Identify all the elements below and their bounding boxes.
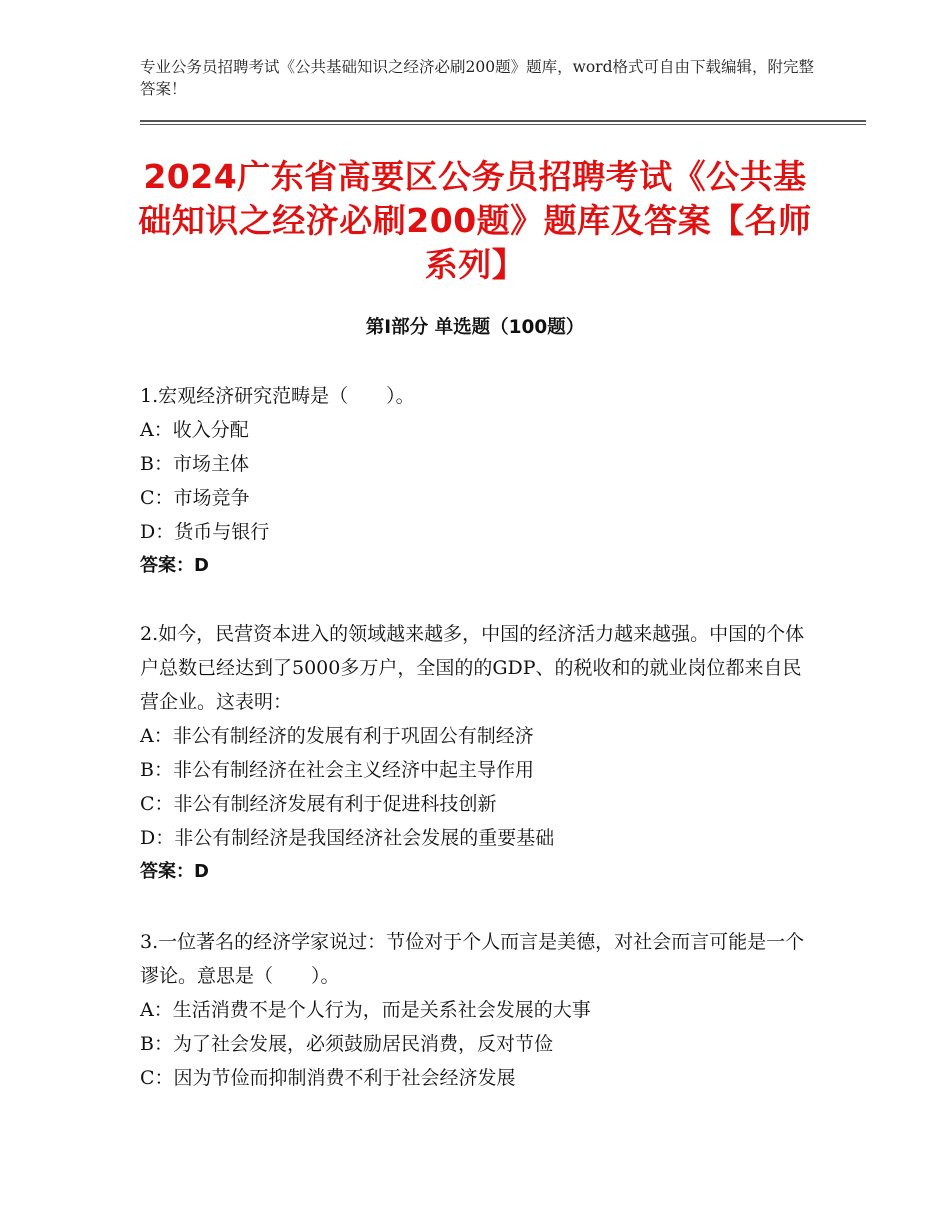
question-stem: 2.如今，民营资本进入的领域越来越多，中国的经济活力越来越强。中国的个体户总数已经达到了5000多万户，全国的的GDP、的税收和的就业岗位都来自民营企业。这表明： xyxy=(140,623,805,713)
option-b: B：市场主体 xyxy=(140,453,249,475)
option-c: C：因为节俭而抑制消费不利于社会经济发展 xyxy=(140,1067,516,1089)
option-a: A：非公有制经济的发展有利于巩固公有制经济 xyxy=(140,725,534,747)
section-heading: 第I部分 单选题（100题） xyxy=(365,317,585,338)
option-a: A：生活消费不是个人行为，而是关系社会发展的大事 xyxy=(140,999,591,1021)
option-d: D：非公有制经济是我国经济社会发展的重要基础 xyxy=(140,827,555,849)
option-b: B：非公有制经济在社会主义经济中起主导作用 xyxy=(140,759,534,781)
question-stem: 1.宏观经济研究范畴是（ ）。 xyxy=(140,385,415,407)
header-divider-thin xyxy=(140,124,866,125)
question-3 xyxy=(140,925,820,1095)
question-stem: 3.一位著名的经济学家说过：节俭对于个人而言是美德，对社会而言可能是一个谬论。意思是（ ）。 xyxy=(140,931,805,987)
header-note: 专业公务员招聘考试《公共基础知识之经济必刷200题》题库，word格式可自由下载编辑，附完整答案！ xyxy=(140,58,815,98)
option-d: D：货币与银行 xyxy=(140,521,270,543)
question-1 xyxy=(140,379,820,583)
answer-line: 答案：D xyxy=(140,861,209,882)
option-c: C：市场竞争 xyxy=(140,487,250,509)
header-divider-thick xyxy=(140,120,866,122)
option-b: B：为了社会发展，必须鼓励居民消费，反对节俭 xyxy=(140,1033,553,1055)
question-2 xyxy=(140,617,820,889)
answer-line: 答案：D xyxy=(140,555,209,576)
document-title: 2024广东省高要区公务员招聘考试《公共基础知识之经济必刷200题》题库及答案【名师系列】 xyxy=(138,157,812,284)
option-a: A：收入分配 xyxy=(140,419,249,441)
option-c: C：非公有制经济发展有利于促进科技创新 xyxy=(140,793,497,815)
